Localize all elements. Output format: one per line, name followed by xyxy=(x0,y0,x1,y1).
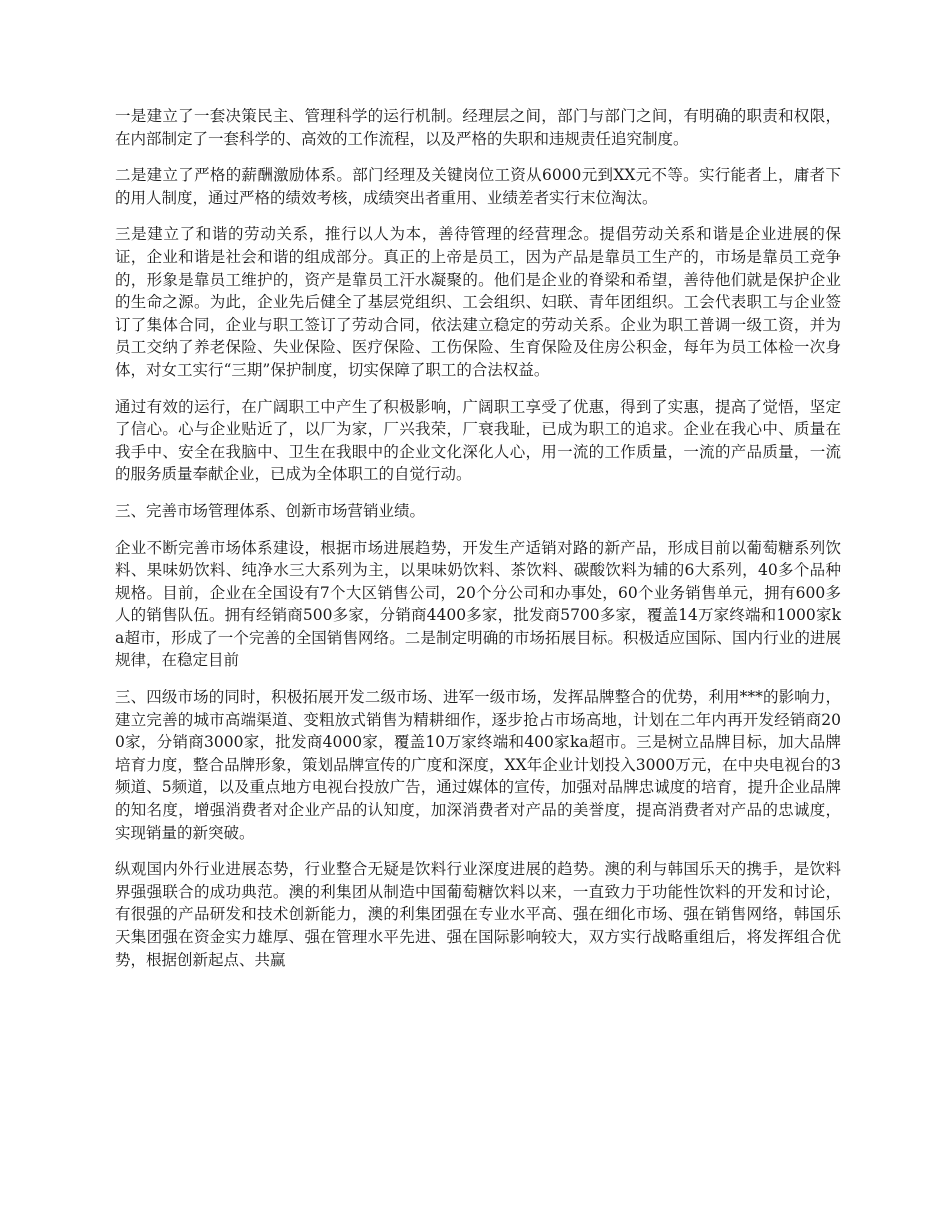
paragraph-market-construction: 企业不断完善市场体系建设，根据市场进展趋势，开发生产适销对路的新产品，形成目前以葡萄糖系列饮料、果味奶饮料、纯净水三大系列为主，以果味奶饮料、茶饮料、碳酸饮料为辅的6大系列，40多个品种规格。目前，企业在全国设有7个大区销售公司，20个分公司和办事处，60个业务销售单元，拥有600多人的销售队伍。拥有经销商500多家，分销商4400多家，批发商5700多家，覆盖14万家终端和1000家ka超市，形成了一个完善的全国销售网络。二是制定明确的市场拓展目标。积极适应国际、国内行业的进展规律，在稳定目前 xyxy=(115,538,841,670)
section-heading-market-system: 三、完善市场管理体系、创新市场营销业绩。 xyxy=(115,501,426,520)
paragraph-labor-relations: 三是建立了和谐的劳动关系，推行以人为本，善待管理的经营理念。提倡劳动关系和谐是企业进展的保证，企业和谐是社会和谐的组成部分。真正的上帝是员工，因为产品是靠员工生产的，市场是靠员工竞争的，形象是靠员工维护的，资产是靠员工汗水凝聚的。他们是企业的脊梁和希望，善待他们就是保护企业的生命之源。为此，企业先后健全了基层党组织、工会组织、妇联、青年团组织。工会代表职工与企业签订了集体合同，企业与职工签订了劳动合同，依法建立稳定的劳动关系。企业为职工普调一级工资，并为员工交纳了养老保险、失业保险、医疗保险、工伤保险、生育保险及住房公积金，每年为员工体检一次身体，对女工实行“三期”保护制度，切实保障了职工的合法权益。 xyxy=(115,225,841,379)
paragraph-effective-operation: 通过有效的运行，在广阔职工中产生了积极影响，广阔职工享受了优惠，得到了实惠，提高了觉悟，坚定了信心。心与企业贴近了，以厂为家，厂兴我荣，厂衰我耻，已成为职工的追求。企业在我心中、质量在我手中、安全在我脑中、卫生在我眼中的企业文化深化人心，用一流的工作质量，一流的产品质量，一流的服务质量奉献企业，已成为全体职工的自觉行动。 xyxy=(115,397,841,484)
paragraph-salary-incentive: 二是建立了严格的薪酬激励体系。部门经理及关键岗位工资从6000元到XX元不等。实行能者上，庸者下的用人制度，通过严格的绩效考核，成绩突出者重用、业绩差者实行末位淘汰。 xyxy=(115,166,841,207)
paragraph-industry-outlook: 纵观国内外行业进展态势，行业整合无疑是饮料行业深度进展的趋势。澳的利与韩国乐天的携手，是饮料界强强联合的成功典范。澳的利集团从制造中国葡萄糖饮料以来，一直致力于功能性饮料的开发和讨论，有很强的产品研发和技术创新能力，澳的利集团强在专业水平高、强在细化市场、强在销售网络，韩国乐天集团强在资金实力雄厚、强在管理水平先进、强在国际影响较大，双方实行战略重组后，将发挥组合优势，根据创新起点、共赢 xyxy=(115,860,841,969)
document-body xyxy=(115,105,841,985)
paragraph-management-mechanism: 一是建立了一套决策民主、管理科学的运行机制。经理层之间，部门与部门之间，有明确的职责和权限，在内部制定了一套科学的、高效的工作流程，以及严格的失职和违规责任追究制度。 xyxy=(115,107,841,148)
paragraph-market-expansion: 三、四级市场的同时，积极拓展开发二级市场、进军一级市场，发挥品牌整合的优势，利用***的影响力，建立完善的城市高端渠道、变粗放式销售为精耕细作，逐步抢占市场高地，计划在二年内再开发经销商200家，分销商3000家，批发商4000家，覆盖10万家终端和400家ka超市。三是树立品牌目标，加大品牌培育力度，整合品牌形象，策划品牌宣传的广度和深度，XX年企业计划投入3000万元，在中央电视台的3频道、5频道，以及重点地方电视台投放广告，通过媒体的宣传，加强对品牌忠诚度的培育，提升企业品牌的知名度，增强消费者对企业产品的认知度，加深消费者对产品的美誉度，提高消费者对产品的忠诚度，实现销量的新突破。 xyxy=(115,688,841,842)
